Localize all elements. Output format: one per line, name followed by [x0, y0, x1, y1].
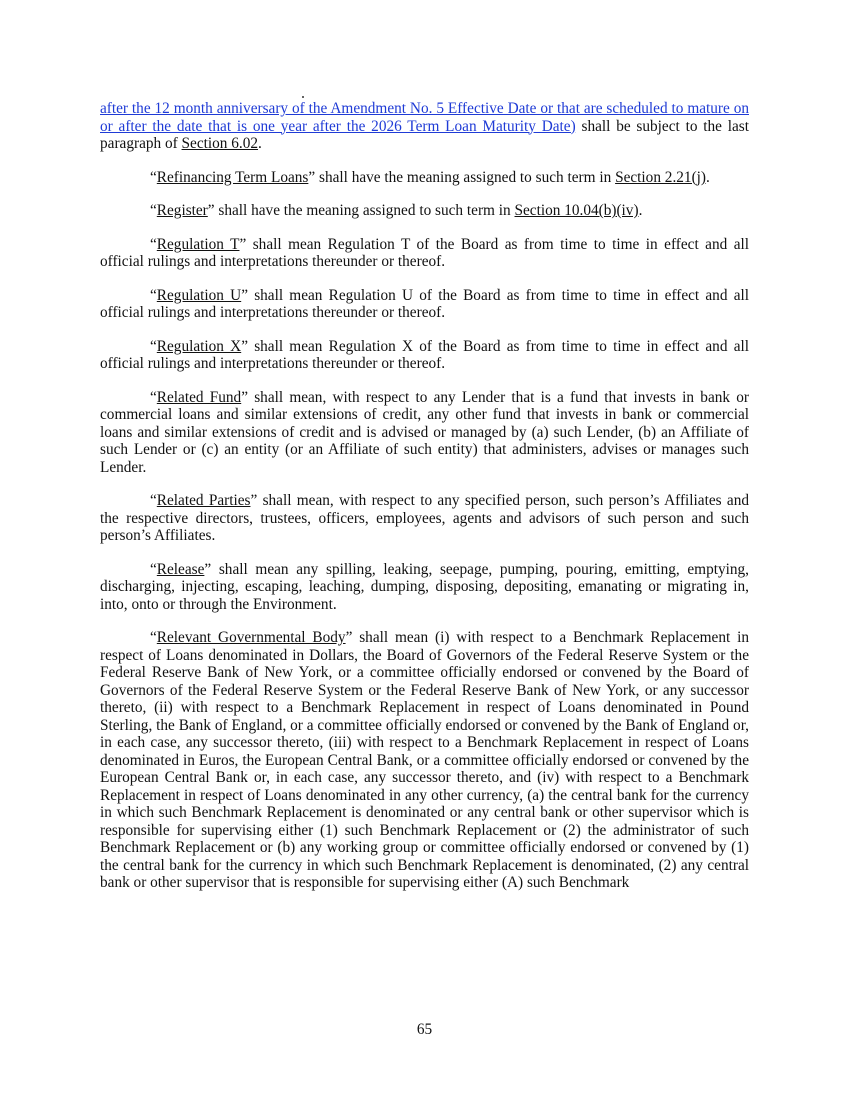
section-reference[interactable]: Section 2.21(j) [615, 168, 707, 186]
quote-mark: “ [150, 235, 157, 253]
definition-text: ” shall have the meaning assigned to such term in [308, 168, 616, 186]
defined-term: Release [156, 560, 205, 578]
definition-regulation-x [100, 338, 749, 373]
definition-regulation-u [100, 287, 749, 322]
section-reference[interactable]: Section 6.02 [181, 135, 259, 152]
definition-related-fund [100, 389, 749, 477]
definition-text: ” shall mean Regulation U of the Board as from time to time in effect and all official rulings and interpretations thereunder or thereof. [100, 286, 749, 321]
defined-term: Relevant Governmental Body [156, 629, 346, 646]
definition-text: ” shall mean Regulation X of the Board as from time to time in effect and all official rulings and interpretations thereunder or thereof. [100, 337, 749, 372]
definition-text: ” shall have the meaning assigned to such term in [207, 202, 515, 219]
definition-text: . [638, 202, 643, 219]
paragraph-continuation [100, 100, 749, 153]
definition-text: ” shall mean any spilling, leaking, seepage, pumping, pouring, emitting, emptying, discharging, injecting, escaping, leaching, dumping, disposing, depositing, emanating or migrating in, into, onto or through the Environment. [100, 560, 749, 613]
quote-mark: “ [150, 388, 157, 406]
definition-register [100, 202, 749, 220]
definition-text: . [706, 168, 710, 186]
definition-text: ” shall mean, with respect to any Lender that is a fund that invests in bank or commercial loans and similar extensions of credit, any other fund that invests in bank or commercial loans and similar extensions of credit and is advised or managed by (a) such Lender, (b) an Affiliate of such Lender or (c) an entity (or an Affiliate of such entity) that administers, advises or manages such Lender. [100, 388, 750, 476]
defined-term: Refinancing Term Loans [156, 168, 309, 186]
section-reference[interactable]: Section 10.04(b)(iv) [514, 202, 639, 219]
definition-relevant-governmental-body [100, 629, 749, 892]
definition-text: ” shall mean Regulation T of the Board as from time to time in effect and all official rulings and interpretations thereunder or thereof. [100, 235, 749, 270]
definition-regulation-t [100, 236, 749, 271]
page-number: 65 [416, 1021, 433, 1038]
document-body [100, 100, 749, 908]
paragraph-text: shall be subject to the last paragraph of [100, 117, 749, 152]
paragraph-text: . [258, 135, 262, 152]
definition-refinancing-term-loans [100, 169, 749, 187]
quote-mark: “ [150, 629, 157, 646]
inserted-text: after the 12 month anniversary of the Amendment No. 5 Effective Date or that are scheduled to mature on or after the date that is one year after the 2026 Term Loan Maturity Date) [100, 100, 749, 135]
quote-mark: “ [150, 202, 157, 219]
stray-mark [302, 96, 304, 98]
quote-mark: “ [150, 492, 157, 509]
definition-release [100, 561, 749, 614]
definition-related-parties [100, 492, 749, 545]
defined-term: Related Parties [156, 492, 251, 509]
quote-mark: “ [150, 337, 157, 355]
defined-term: Regulation X [156, 337, 242, 355]
quote-mark: “ [150, 560, 157, 578]
definition-text: ” shall mean, with respect to any specified person, such person’s Affiliates and the respective directors, trustees, officers, employees, agents and advisors of such person and such person’s Affiliates. [100, 492, 749, 544]
quote-mark: “ [150, 168, 157, 186]
quote-mark: “ [150, 286, 157, 304]
defined-term: Regulation U [156, 286, 242, 304]
defined-term: Related Fund [156, 388, 242, 406]
defined-term: Regulation T [156, 235, 240, 253]
defined-term: Register [156, 202, 208, 219]
definition-text: ” shall mean (i) with respect to a Benchmark Replacement in respect of Loans denominated in Dollars, the Board of Governors of the Federal Reserve System or the Federal Reserve Bank of New York, or a committee officially endorsed or convened by the Board of Governors of the Federal Reserve System or the Federal Reserve Bank of New York, or any successor thereto, (ii) with respect to a Benchmark Replacement in respect of Loans denominated in Pound Sterling, the Bank of England, or a committee officially endorsed or convened by the Bank of England or, in each case, any successor thereto, (iii) with respect to a Benchmark Replacement in respect of Loans denominated in Euros, the European Central Bank, or a committee officially endorsed or convened by the European Central Bank or, in each case, any successor thereto, and (iv) with respect to a Benchmark Replacement in respect of Loans denominated in any other currency, (a) the central bank for the currency in which such Benchmark Replacement is denominated or any central bank or other supervisor which is responsible for supervising either (1) such Benchmark Replacement or (2) the administrator of such Benchmark Replacement or (b) any working group or committee officially endorsed or convened by (1) the central bank for the currency in which such Benchmark Replacement is denominated, (2) any central bank or other supervisor that is responsible for supervising either (A) such Benchmark [100, 629, 749, 891]
